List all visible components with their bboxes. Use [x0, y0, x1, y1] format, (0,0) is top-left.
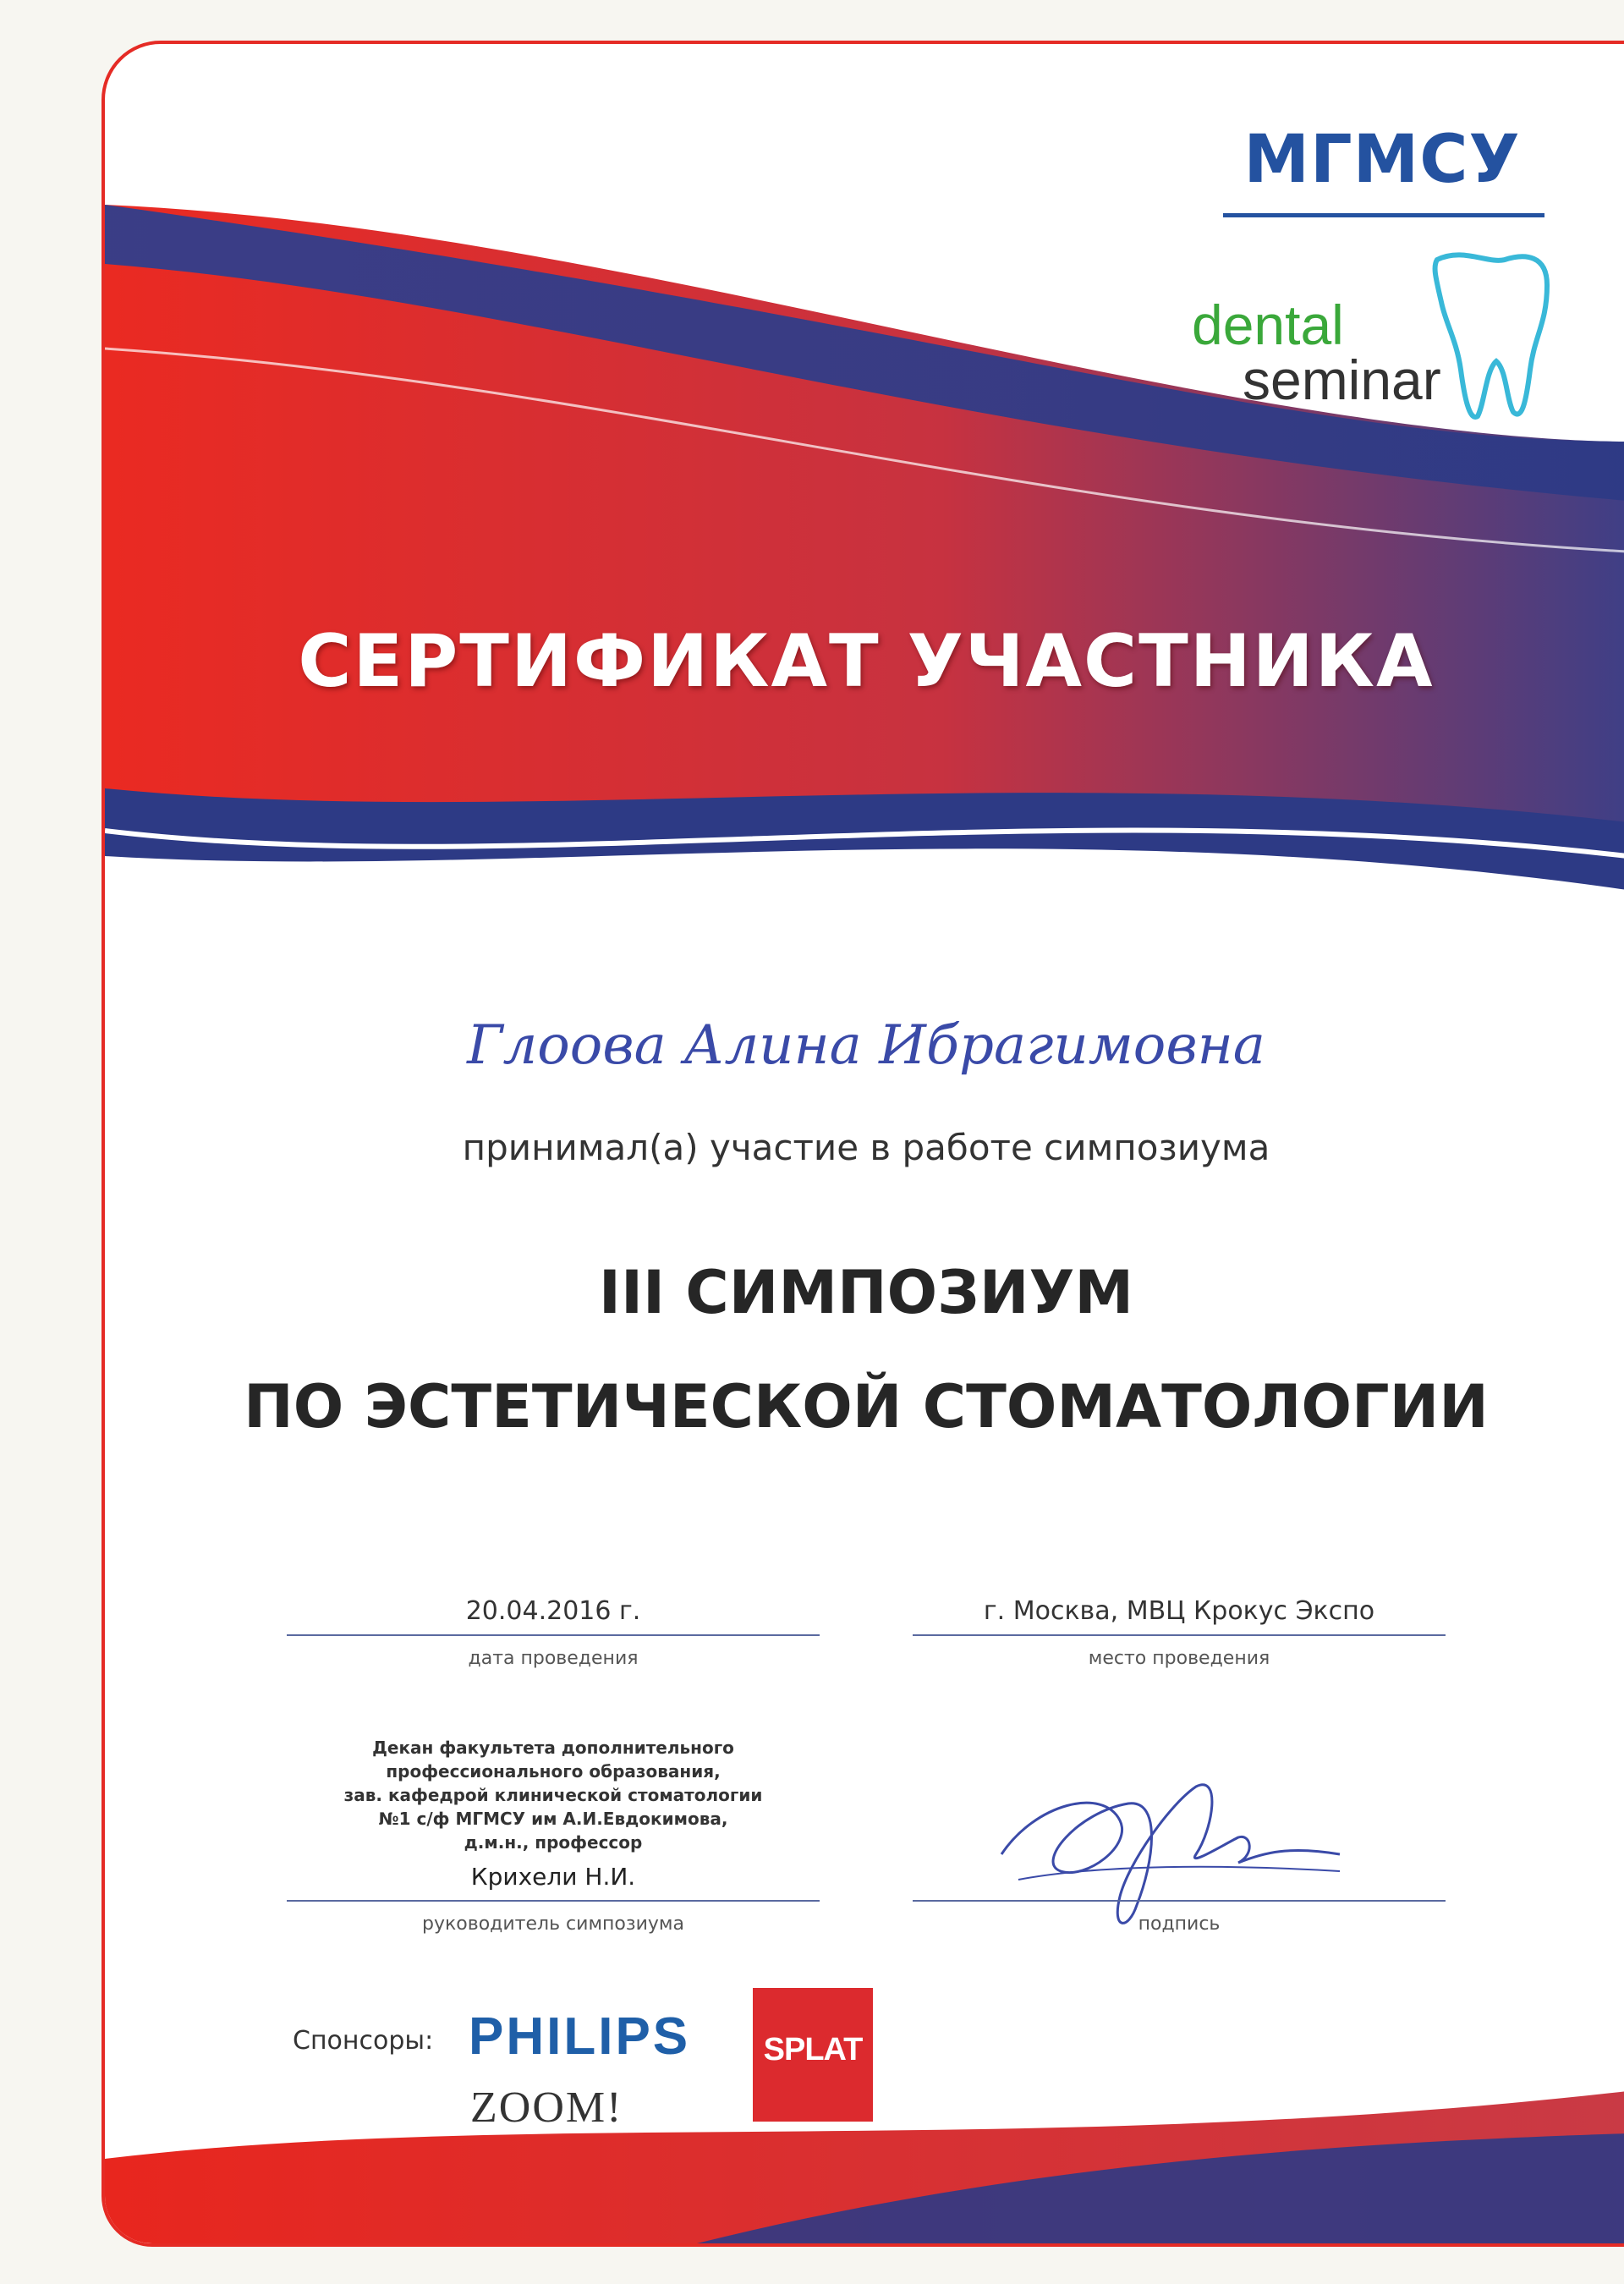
leader-rule [287, 1900, 820, 1902]
symposium-title-line1: III СИМПОЗИУМ [598, 1258, 1134, 1327]
zoom-logo: ZOOM! [470, 2084, 623, 2132]
leader-title-line: профессионального образования, [386, 1761, 721, 1782]
date-caption: дата проведения [468, 1648, 639, 1669]
splat-logo: SPLAT [763, 2032, 863, 2067]
signature-caption: подпись [1138, 1913, 1221, 1935]
event-date: 20.04.2016 г. [465, 1596, 641, 1626]
leader-title-line: зав. кафедрой клинической стоматологии [343, 1785, 763, 1805]
dental-seminar-logo [1192, 243, 1598, 429]
leader-title-line: Декан факультета дополнительного [372, 1738, 734, 1758]
mgmsu-logo: МГМСУ [1243, 122, 1521, 198]
signature-rule [913, 1900, 1446, 1902]
participant-name-text: Глоова Алина Ибрагимовна [467, 1014, 1265, 1077]
leader-title-line: №1 с/ф МГМСУ им А.И.Евдокимова, [378, 1809, 728, 1829]
mgmsu-logo-underline [1223, 213, 1544, 217]
event-place: г. Москва, МВЦ Крокус Экспо [983, 1596, 1375, 1626]
certificate-title: СЕРТИФИКАТ УЧАСТНИКА [298, 619, 1435, 704]
certificate-sheet [102, 41, 1624, 2247]
leader-title-line: д.м.н., профессор [464, 1832, 643, 1853]
date-rule [287, 1634, 820, 1636]
symposium-title-line2: ПО ЭСТЕТИЧЕСКОЙ СТОМАТОЛОГИИ [244, 1372, 1489, 1441]
participation-text: принимал(а) участие в работе симпозиума [462, 1127, 1270, 1168]
place-caption: место проведения [1088, 1648, 1270, 1669]
philips-logo: PHILIPS [469, 2007, 691, 2066]
sponsors-label: Спонсоры: [293, 2026, 434, 2056]
tooth-icon [1435, 255, 1547, 417]
leader-title [287, 1736, 820, 1854]
participant-name [232, 983, 1501, 1101]
place-rule [913, 1634, 1446, 1636]
seminar-text: seminar [1243, 349, 1441, 411]
leader-caption: руководитель симпозиума [422, 1913, 684, 1935]
leader-name: Крихели Н.И. [470, 1863, 636, 1891]
dental-text: dental [1192, 294, 1344, 356]
